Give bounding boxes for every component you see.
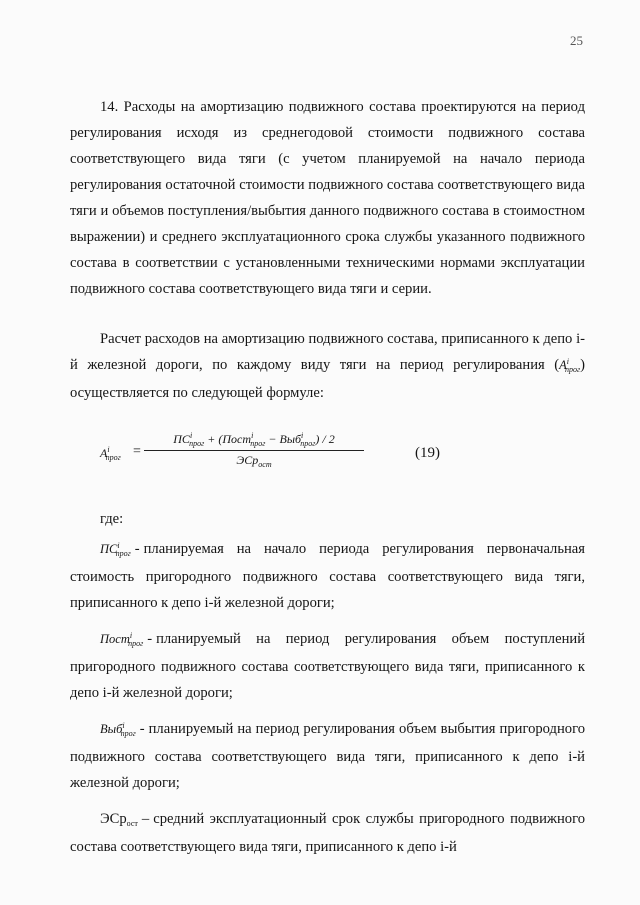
formula-fraction bbox=[144, 432, 364, 468]
formula-numerator: $ПС^i_{прог}$ + (Пост$^i_{прог}$ − Выб$^i_{прог}$) / 2 bbox=[173, 431, 335, 448]
formula-number: (19) bbox=[415, 445, 440, 461]
definition-symbol: Пост$^i_{прог}$ bbox=[100, 631, 144, 648]
formula-equals: = bbox=[133, 444, 141, 459]
formula-lhs: $A^i_{прог}$ bbox=[100, 445, 121, 462]
definition-vyb: Выб$^i_{прог}$ - планируемый на период регулирования объем выбытия пригородного подвижного состава соответствующего вида тяги, приписанного к депо i-й железной дороги; bbox=[70, 721, 585, 791]
page-number: 25 bbox=[570, 33, 583, 48]
definition-symbol: ЭСр$_{ост}$ bbox=[100, 811, 138, 828]
definition-symbol: $ПС^i_{прог}$ bbox=[100, 541, 131, 558]
definition-text: планируемая на начало периода регулирования первоначальная стоимость пригородного подвижного состава соответствующего вида тяги, приписанного к депо i-й железной дороги; bbox=[70, 541, 585, 611]
formula-19 bbox=[100, 432, 530, 482]
formula-denominator: ЭСр$_{ост}$ bbox=[236, 453, 272, 469]
definition-text: планируемый на период регулирования объем поступлений пригородного подвижного состава соответствующего вида тяги, приписанного к депо i-й железной дороги; bbox=[70, 631, 585, 701]
inline-symbol-a-prog: $A^i_{прог}$ bbox=[559, 357, 581, 374]
intro-text-before: Расчет расходов на амортизацию подвижного состава, приписанного к депо i-й железной дороги, по каждому виду тяги на период регулирования ( bbox=[70, 331, 585, 373]
intro-text-after: ) осуществляется по следующей формуле: bbox=[70, 357, 585, 401]
definitions-list bbox=[70, 536, 585, 870]
definition-text: средний эксплуатационный срок службы пригородного подвижного состава соответствующего вида тяги, приписанного к депо i-й bbox=[70, 811, 585, 855]
definition-esr: ЭСр$_{ост}$ – средний эксплуатационный срок службы пригородного подвижного состава соответствующего вида тяги, приписанного к депо i-й bbox=[70, 811, 585, 855]
paragraph-calculation-intro bbox=[70, 326, 585, 406]
definition-symbol: Выб$^i_{прог}$ bbox=[100, 721, 136, 738]
definition-post: Пост$^i_{прог}$ - планируемый на период регулирования объем поступлений пригородного подвижного состава соответствующего вида тяги, приписанного к депо i-й железной дороги; bbox=[70, 631, 585, 701]
definition-text: планируемый на период регулирования объем выбытия пригородного подвижного состава соответствующего вида тяги, приписанного к депо i-й железной дороги; bbox=[70, 721, 585, 791]
definition-ps: $ПС^i_{прог}$ - планируемая на начало периода регулирования первоначальная стоимость пригородного подвижного состава соответствующего вида тяги, приписанного к депо i-й железной дороги; bbox=[70, 541, 585, 611]
paragraph-14: 14. Расходы на амортизацию подвижного состава проектируются на период регулирования исходя из среднегодовой стоимости подвижного состава соответствующего вида тяги (с учетом планируемой на начало периода регулирования остаточной стоимости подвижного состава соответствующего вида тяги и объемов поступления/выбытия данного подвижного состава в стоимостном выражении) и среднего эксплуатационного срока службы указанного подвижного состава в соответствии с установленными техническими нормами эксплуатации подвижного состава соответствующего вида тяги и серии. bbox=[70, 99, 585, 297]
where-label: где: bbox=[100, 511, 124, 527]
